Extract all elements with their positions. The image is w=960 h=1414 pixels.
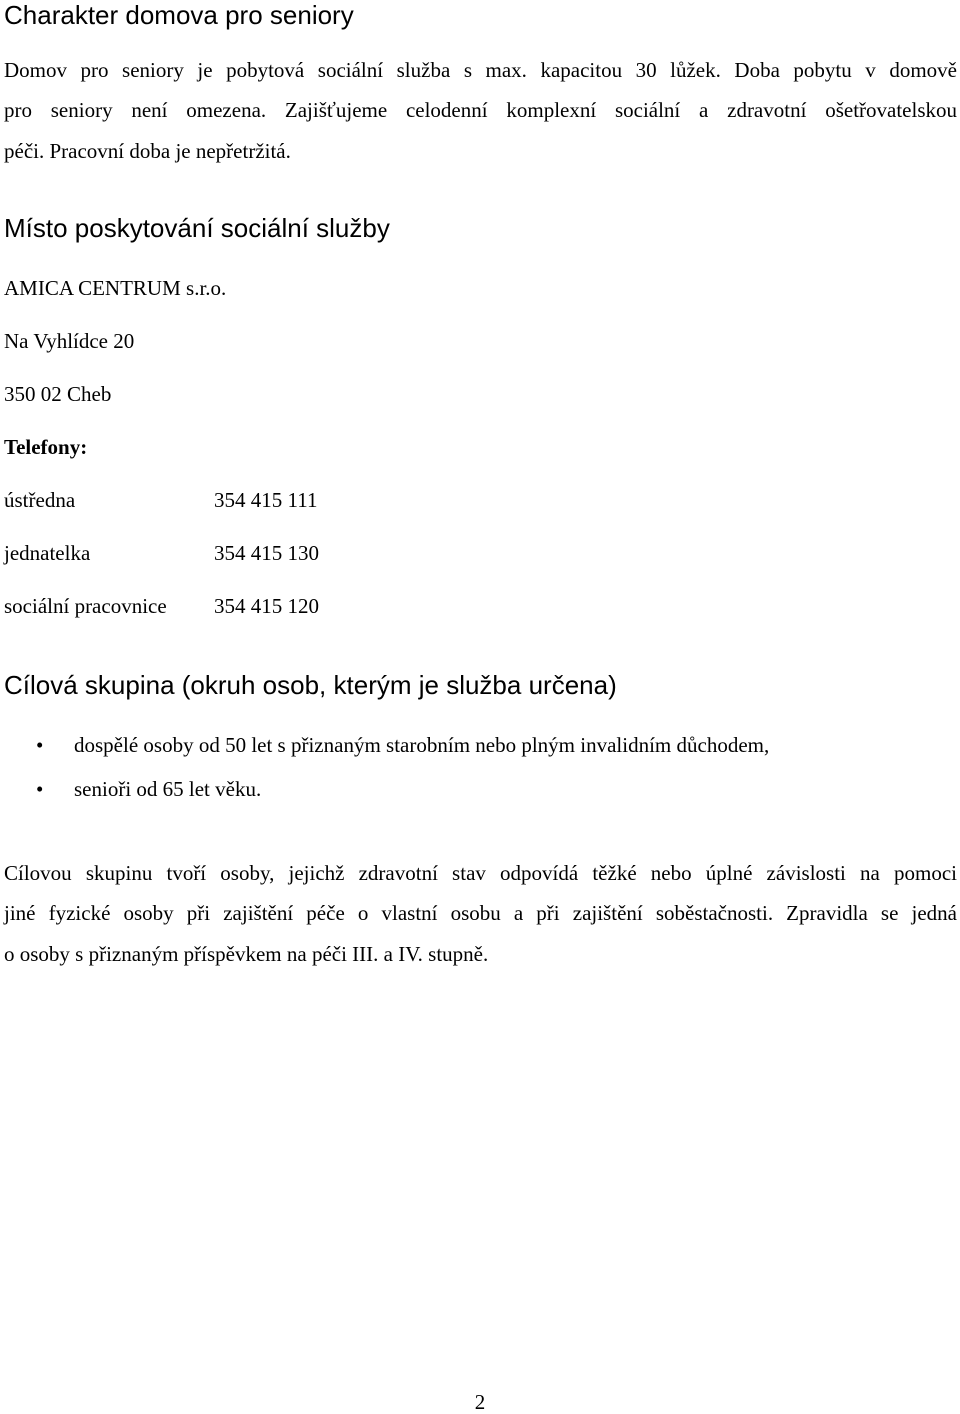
paragraph-line: péči. Pracovní doba je nepřetržitá. (4, 139, 291, 163)
list-item-text: senioři od 65 let věku. (74, 777, 262, 801)
paragraph-line: jiné fyzické osoby při zajištění péče o vlastní osobu a při zajištění soběstačnosti. Zpravidla se jedná (4, 901, 957, 925)
heading-misto: Místo poskytování sociální služby (4, 213, 390, 243)
phone-row (0, 541, 600, 565)
phone-number: 354 415 130 (214, 541, 319, 565)
phone-row (0, 594, 600, 618)
page-number: 2 (474, 1390, 486, 1414)
phone-label: ústředna (4, 488, 76, 512)
company-name: AMICA CENTRUM s.r.o. (4, 276, 227, 300)
paragraph-line: o osoby s přiznaným příspěvkem na péči III. a IV. stupně. (4, 942, 489, 966)
city-address: 350 02 Cheb (4, 382, 112, 406)
phone-label: sociální pracovnice (4, 594, 167, 618)
list-item (0, 777, 950, 801)
paragraph-line: Domov pro seniory je pobytová sociální služba s max. kapacitou 30 lůžek. Doba pobytu v domově (4, 58, 957, 82)
street-address: Na Vyhlídce 20 (4, 329, 135, 353)
phone-number: 354 415 111 (214, 488, 318, 512)
phone-label: jednatelka (4, 541, 91, 565)
bullet-icon: • (36, 777, 44, 801)
paragraph-line: Cílovou skupinu tvoří osoby, jejichž zdravotní stav odpovídá těžké nebo úplné závislosti na pomoci (4, 861, 957, 885)
list-item (0, 733, 950, 757)
bullet-icon: • (36, 733, 44, 757)
heading-charakter: Charakter domova pro seniory (4, 0, 354, 30)
heading-cilova-skupina: Cílová skupina (okruh osob, kterým je služba určena) (4, 670, 617, 700)
list-item-text: dospělé osoby od 50 let s přiznaným starobním nebo plným invalidním důchodem, (74, 733, 770, 757)
paragraph-line: pro seniory není omezena. Zajišťujeme celodenní komplexní sociální a zdravotní ošetřovatelskou (4, 98, 957, 122)
phone-number: 354 415 120 (214, 594, 319, 618)
phones-title: Telefony: (4, 435, 88, 459)
phone-row (0, 488, 600, 512)
